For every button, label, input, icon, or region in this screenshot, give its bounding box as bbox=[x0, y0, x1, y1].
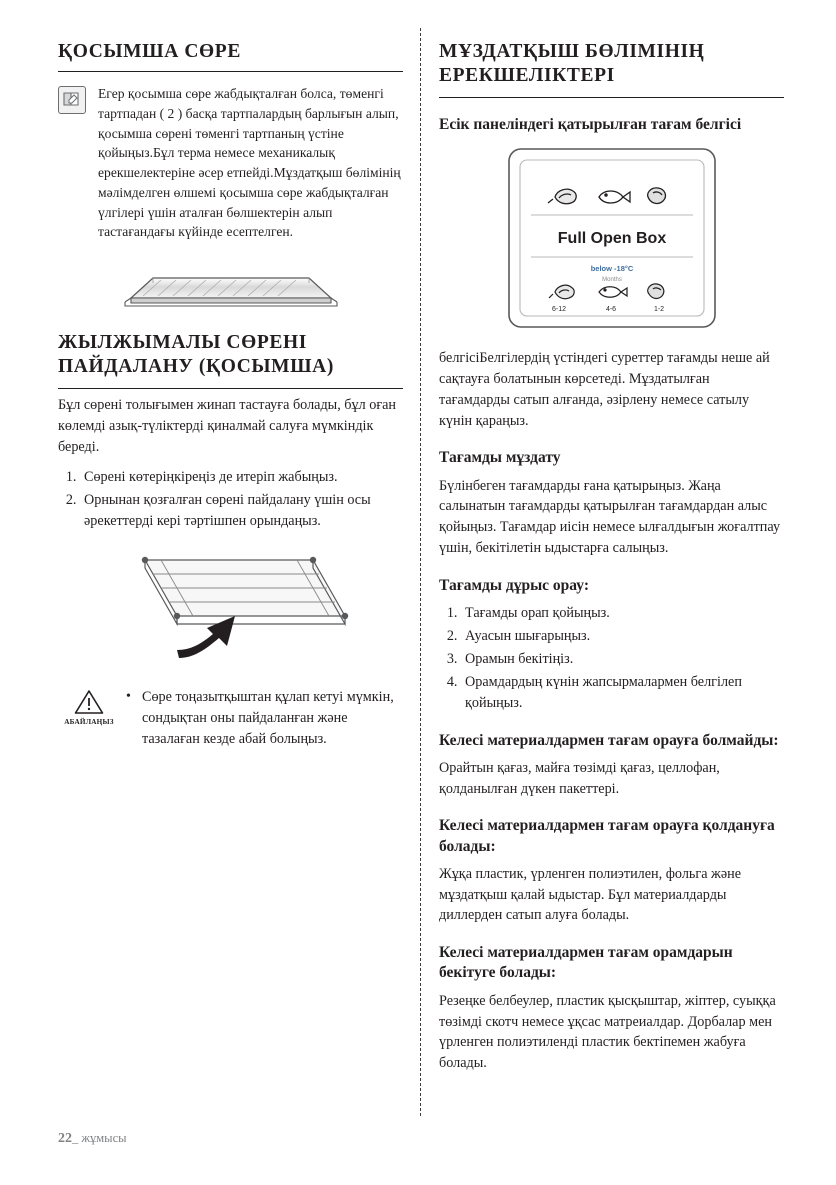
subheading-frozen-food-label: Есік панеліндегі қатырылған тағам белгісі bbox=[439, 115, 742, 133]
panel-title: Full Open Box bbox=[557, 229, 666, 247]
panel-duration-2: 1-2 bbox=[653, 305, 664, 313]
footer-label: жұмысы bbox=[81, 1131, 127, 1145]
sliding-shelf-illustration bbox=[58, 546, 403, 671]
panel-temp-label: below -18°C bbox=[590, 263, 633, 273]
panel-months-label: Months bbox=[601, 276, 622, 283]
sliding-shelf-steps bbox=[58, 467, 403, 532]
door-panel-label-figure bbox=[503, 145, 721, 336]
panel-duration-1: 4-6 bbox=[605, 305, 616, 313]
list-item: 1. Тағамды орап қойыңыз. bbox=[461, 603, 784, 624]
panel-duration-0: 6-12 bbox=[551, 305, 566, 313]
subheading-suitable-materials: Келесі материалдармен тағам орауға қолдануға болады: bbox=[439, 817, 775, 855]
list-item: 2. Орнынан қозғалған сөрені пайдалану үшін осы әрекеттерді кері тәртішпен орындаңыз. bbox=[80, 490, 403, 532]
warning-block bbox=[58, 687, 403, 750]
section-heading-freezer-features: МҰЗДАТҚЫШ БӨЛІМІНІҢ ЕРЕКШЕЛІКТЕРІ bbox=[439, 40, 784, 98]
page-columns bbox=[58, 40, 784, 1100]
frozen-food-label-paragraph: белгісіБелгілердің үстіндегі суреттер тағамды неше ай сақтауға болатынын көрсетеді. Мұздатылған тағамдарды сатып алғанда, әзірлену немесе сатылу күнін қараңыз. bbox=[439, 349, 770, 429]
subheading-proper-wrapping: Тағамды дұрыс орау: bbox=[439, 577, 589, 595]
subheading-sealing-materials: Келесі материалдармен тағам орамдарын бекітуге болады: bbox=[439, 944, 733, 982]
right-column bbox=[439, 40, 784, 1084]
warning-text: Сөре тоңазытқыштан құлап кетуі мүмкін, сондықтан оны пайдаланған және тазалаған кезде абай болыңыз. bbox=[142, 689, 394, 747]
note-pencil-icon bbox=[58, 86, 86, 114]
warning-icon-label: АБАЙЛАҢЫЗ bbox=[64, 718, 114, 726]
list-item: 1. Сөрені көтеріңкіреңіз де итеріп жабыңыз. bbox=[80, 467, 403, 488]
proper-wrapping-steps bbox=[439, 603, 784, 713]
warning-bullet: • bbox=[126, 689, 131, 704]
poultry-icon-2 bbox=[647, 284, 663, 299]
page-footer: 22_ жұмысы bbox=[58, 1131, 127, 1146]
section-heading-sliding-shelf: ЖЫЛЖЫМАЛЫ СӨРЕНІ ПАЙДАЛАНУ (ҚОСЫМША) bbox=[58, 331, 403, 389]
list-item: 4. Орамдардың күнін жапсырмалармен белгілеп қойыңыз. bbox=[461, 672, 784, 714]
subheading-unsuitable-materials: Келесі материалдармен тағам орауға болмайды: bbox=[439, 731, 779, 749]
warning-icon bbox=[58, 687, 120, 726]
left-column bbox=[58, 40, 403, 750]
list-item: 2. Ауасын шығарыңыз. bbox=[461, 626, 784, 647]
subheading-freezing-food: Тағамды мұздату bbox=[439, 449, 561, 467]
extra-shelf-illustration bbox=[58, 256, 403, 323]
sealing-materials-paragraph: Резеңке белбеулер, пластик қысқыштар, жіптер, суыққа төзімді скотч немесе ұқсас матреиалдар. Дорбалар мен үрленген полиэтиленді пластик бектіпемен жабуға болады. bbox=[439, 992, 776, 1072]
unsuitable-materials-paragraph: Орайтын қағаз, майға төзімді қағаз, целлофан, қолданылған дүкен пакеттері. bbox=[439, 759, 720, 797]
section-heading-extra-shelf: ҚОСЫМША СӨРЕ bbox=[58, 40, 403, 72]
page-number: 22 bbox=[58, 1131, 72, 1146]
note-text: Егер қосымша сөре жабдықталған болса, төменгі тартпадан ( 2 ) басқа тартпалардың барлығын алып, қосымша сөрені төменгі тартпаның үстіне қойыңыз.Бұл терма немесе механикалық ерекшелектеріне әсер етпейді.Мұздатқыш бөлімінің мәлімделген өлшемі қосымша сөре жабдықталған үлгілері үшін аталған бөлшектерін алып тастағандағы күйінде есептелген. bbox=[98, 86, 401, 240]
sliding-shelf-paragraph: Бұл сөрені толығымен жинап тастауға болады, бұл оған көлемді азық-түліктерді қиналмай салуға мүмкіндік береді. bbox=[58, 396, 397, 455]
note-block bbox=[58, 84, 403, 242]
list-item: 3. Орамын бекітіңіз. bbox=[461, 649, 784, 670]
suitable-materials-paragraph: Жұқа пластик, үрленген полиэтилен, фольга және мұздатқыш қалай ыдыстар. Бұл материалдарды диллерден сатып алуға болады. bbox=[439, 865, 742, 924]
freezing-food-paragraph: Бүлінбеген тағамдарды ғана қатырыңыз. Жаңа салынатын тағамдарды қатырылған тағамдардан алыс қойыңыз. Тағамдар иісін немесе ылғалдығын жоғалтпау үшін, бекітілетін ыдыстарға салыңыз. bbox=[439, 477, 781, 557]
poultry-icon bbox=[647, 188, 665, 204]
